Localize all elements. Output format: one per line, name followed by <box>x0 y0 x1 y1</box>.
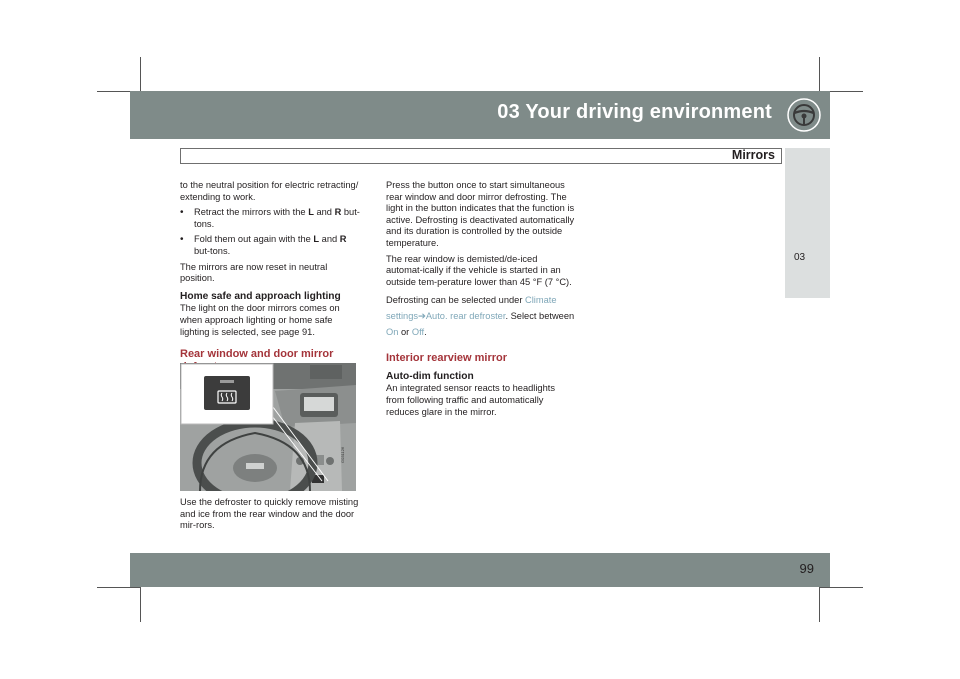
bullet-icon: • <box>180 207 184 219</box>
crop-mark <box>819 587 863 588</box>
defroster-heading: Rear window and door mirror <box>180 348 334 361</box>
reset-text: The mirrors are now reset in neutral position. <box>180 261 328 284</box>
option-on: On <box>386 327 399 338</box>
chapter-header <box>130 91 830 139</box>
demist-text: The rear window is demisted/de-iced automat-ically if the vehicle is started in an outside tem-perature lower than 45 °F (7 °C). <box>386 253 572 287</box>
home-safe-heading: Home safe and approach lighting <box>180 290 341 302</box>
autodim-text: An integrated sensor reacts to headlights from following traffic and automatically reduces glare in the mirror. <box>386 383 555 417</box>
list-item <box>180 234 362 257</box>
dashboard-illustration <box>180 363 356 491</box>
menu-arrow-icon: ➔ <box>418 311 426 322</box>
select-text: Defrosting can be selected under Climate settings➔Auto. rear defroster. Select between On or Off. <box>386 295 575 338</box>
intro-text: to the neutral position for electric retracting/ extending to work. <box>180 180 359 202</box>
page-footer <box>130 553 830 587</box>
right-column <box>386 180 576 422</box>
left-column <box>180 180 362 379</box>
list-item <box>180 207 362 230</box>
bullet-icon: • <box>180 234 184 246</box>
defroster-caption <box>180 497 362 536</box>
bullet-text: Retract the mirrors with the L and R but-tons. <box>194 207 360 229</box>
interior-mirror-heading: Interior rearview mirror <box>386 352 508 365</box>
chapter-tab-number: 03 <box>794 252 806 263</box>
bullet-text: Fold them out again with the L and R but-tons. <box>194 234 347 256</box>
section-title: Mirrors <box>731 148 775 162</box>
menu-auto-rear-defroster: Auto. rear defroster <box>425 311 506 322</box>
dashboard-photo <box>180 363 356 491</box>
press-text: Press the button once to start simultaneous rear window and door mirror defrosting. The light in the button indicates that the function is active. Defrosting is deactivated automatically and its duration is controlled by the outside temperature. <box>386 180 575 248</box>
home-safe-text: The light on the door mirrors comes on when approach lighting or home safe lighting is selected, see page 91. <box>180 303 340 337</box>
autodim-heading: Auto-dim function <box>386 370 474 382</box>
page-number: 99 <box>799 561 814 576</box>
option-off: Off <box>411 327 425 338</box>
chapter-title: 03 Your driving environment <box>497 101 772 123</box>
section-bar <box>180 148 782 164</box>
menu-climate-settings: Climate settings <box>386 295 557 322</box>
crop-mark <box>97 587 141 588</box>
defroster-text: Use the defroster to quickly remove misting and ice from the rear window and the door mir-rors. <box>180 497 359 531</box>
chapter-tab <box>785 148 830 298</box>
photo-code: G031126 <box>340 446 345 463</box>
steering-wheel-icon <box>786 97 822 133</box>
